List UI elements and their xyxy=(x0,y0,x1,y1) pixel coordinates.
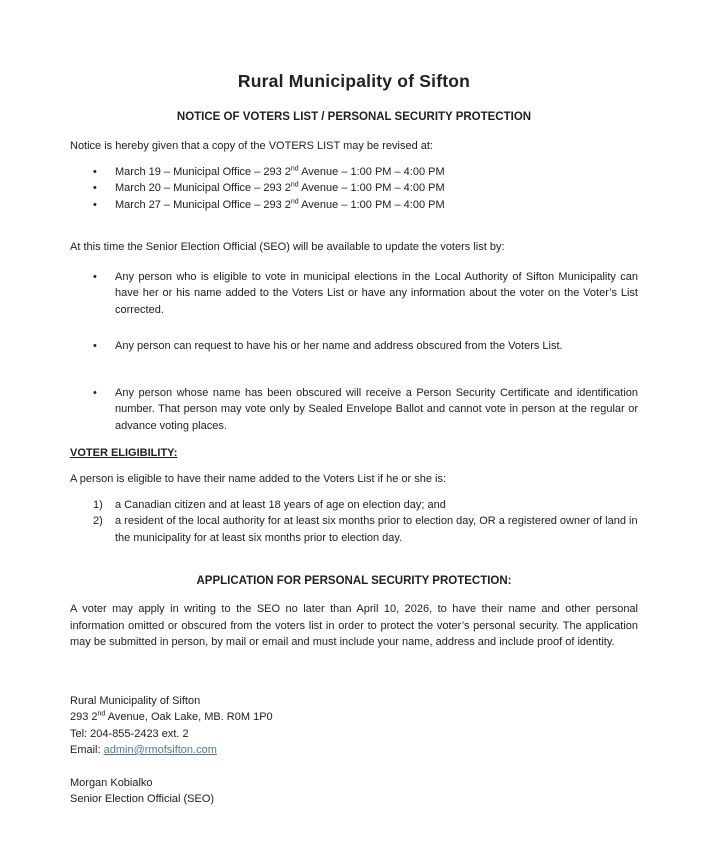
signature-block xyxy=(70,775,638,808)
contact-block xyxy=(70,693,638,759)
email-label: Email: xyxy=(70,744,104,756)
seo-bullet-item: • Any person can request to have his or her name and address obscured from the Voters List. xyxy=(70,338,638,355)
revision-date-item xyxy=(70,197,638,214)
date-text: Avenue – 1:00 PM – 4:00 PM xyxy=(298,165,445,178)
ordinal-superscript: nd xyxy=(290,181,299,189)
date-text: Avenue – 1:00 PM – 4:00 PM xyxy=(298,198,445,211)
eligibility-list xyxy=(70,497,638,547)
address-text: 293 2 xyxy=(70,711,98,723)
address-text: Avenue, Oak Lake, MB. R0M 1P0 xyxy=(105,711,273,723)
list-number: 2) xyxy=(93,515,103,527)
seo-bullet-item: • Any person who is eligible to vote in municipal elections in the Local Authority of Sifton Municipality can have her or his name added to the Voters List or have any information about the voter on the Voter’s List corrected. xyxy=(70,269,638,319)
eligibility-text: a resident of the local authority for at least six months prior to election day, OR a registered owner of land in the municipality for at least six months prior to election day. xyxy=(115,515,638,544)
notice-heading: NOTICE OF VOTERS LIST / PERSONAL SECURITY PROTECTION xyxy=(176,111,532,123)
contact-name: Morgan Kobialko xyxy=(70,776,153,789)
application-paragraph: A voter may apply in writing to the SEO no later than April 10, 2026, to have their name and other personal information omitted or obscured from the voters list in order to protect the voter’s personal security. The application may be submitted in person, by mail or email and must include your name, address and include proof of identity. xyxy=(70,603,638,648)
eligibility-item xyxy=(70,497,638,514)
ordinal-superscript: nd xyxy=(290,197,299,205)
date-text: March 20 – Municipal Office – 293 2 xyxy=(115,182,291,194)
org-phone: Tel: 204-855-2423 ext. 2 xyxy=(70,727,189,740)
revision-date-item xyxy=(70,180,638,197)
email-link[interactable]: admin@rmofsifton.com xyxy=(103,744,217,756)
date-text: March 19 – Municipal Office – 293 2 xyxy=(115,165,291,178)
intro-paragraph: Notice is hereby given that a copy of the VOTERS LIST may be revised at: xyxy=(70,140,433,152)
seo-bullet-item: • Any person whose name has been obscured will receive a Person Security Certificate and identification number. That person may vote only by Sealed Envelope Ballot and cannot vote in person at the regular or advance voting places. xyxy=(70,385,638,435)
revision-dates-list xyxy=(70,164,638,214)
date-text: March 27 – Municipal Office – 293 2 xyxy=(115,198,291,211)
eligibility-item xyxy=(70,513,638,546)
org-email-line xyxy=(70,742,638,759)
voter-eligibility-heading: VOTER ELIGIBILITY: xyxy=(70,447,178,459)
ordinal-superscript: nd xyxy=(290,164,299,172)
contact-role: Senior Election Official (SEO) xyxy=(70,793,215,805)
document-title: Rural Municipality of Sifton xyxy=(237,71,471,91)
list-number: 1) xyxy=(93,498,103,511)
seo-bullets-list xyxy=(70,269,638,435)
eligibility-intro-paragraph: A person is eligible to have their name added to the Voters List if he or she is: xyxy=(70,473,447,485)
revision-date-item xyxy=(70,164,638,181)
ordinal-superscript: nd xyxy=(97,710,106,718)
eligibility-text: a Canadian citizen and at least 18 years of age on election day; and xyxy=(115,498,446,511)
org-address xyxy=(70,709,638,726)
org-name: Rural Municipality of Sifton xyxy=(70,694,201,707)
application-heading: APPLICATION FOR PERSONAL SECURITY PROTECTION: xyxy=(196,575,512,587)
date-text: Avenue – 1:00 PM – 4:00 PM xyxy=(298,182,445,194)
seo-intro-paragraph: At this time the Senior Election Official (SEO) will be available to update the voters list by: xyxy=(70,241,505,253)
